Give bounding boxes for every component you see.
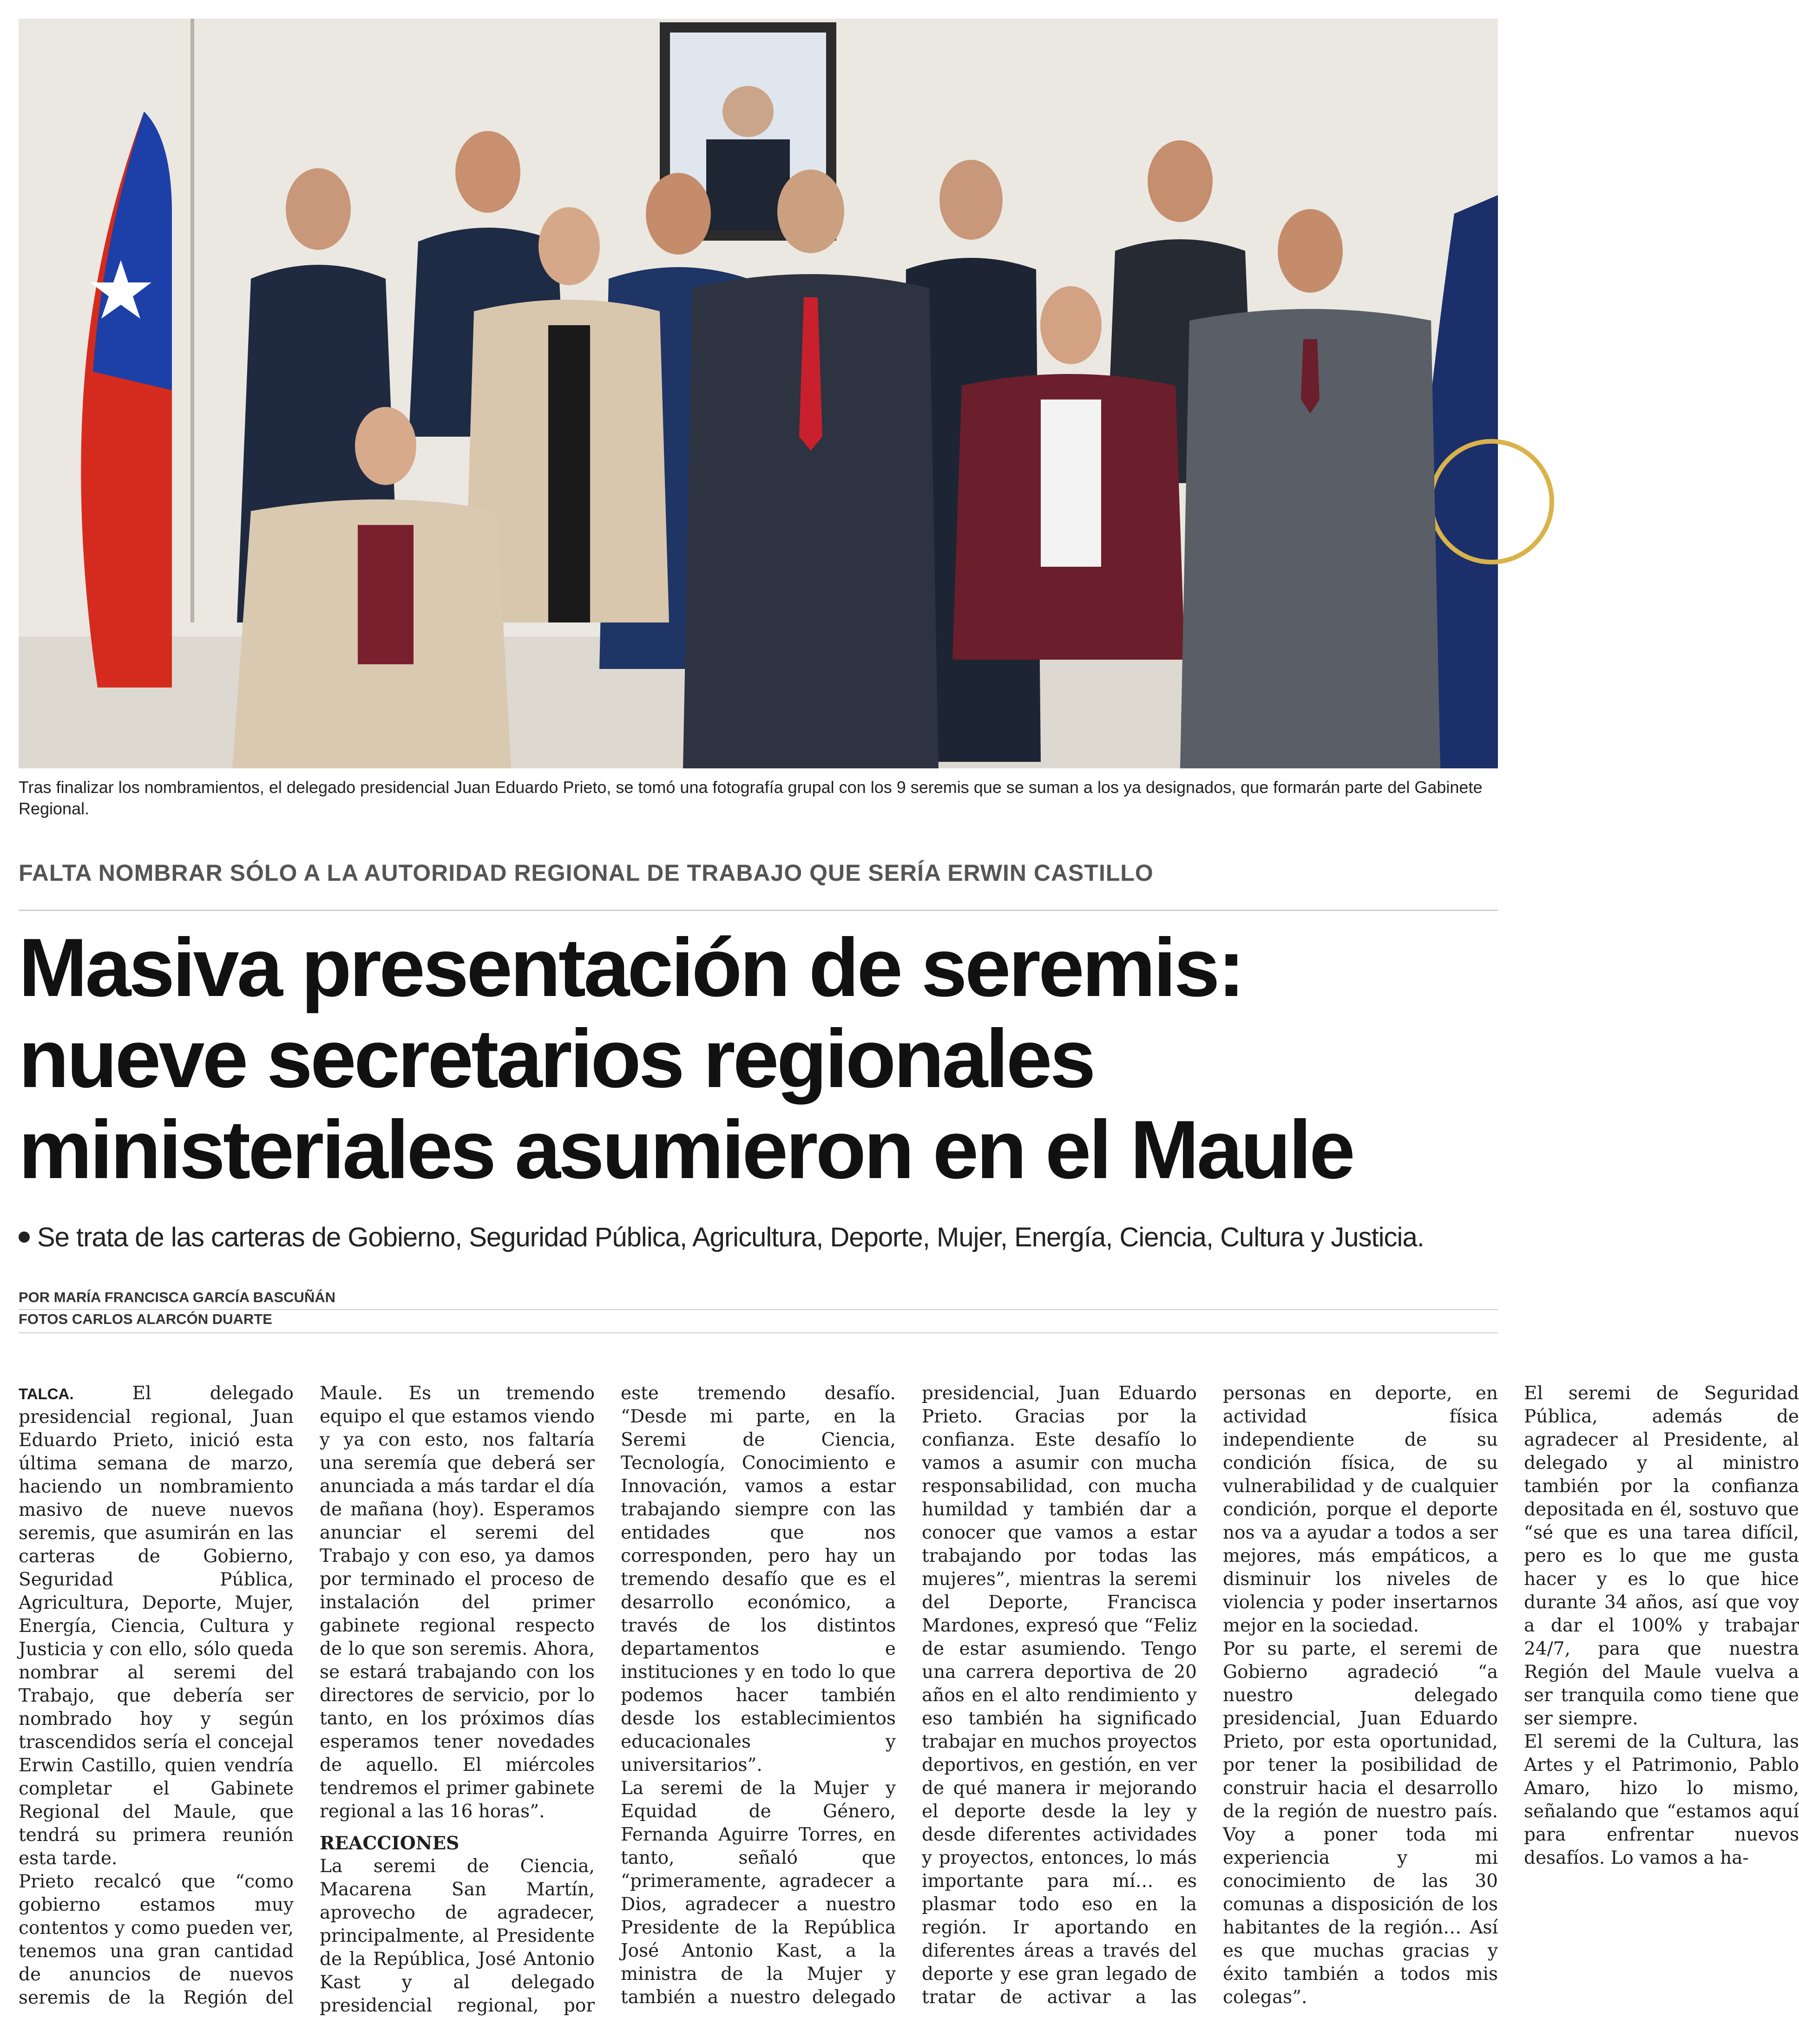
byline-photos: FOTOS CARLOS ALARCÓN DUARTE	[19, 1311, 272, 1327]
summary-text: Se trata de las carteras de Gobierno, Seguridad Pública, Agricultura, Deporte, Mujer, Energía, Ciencia, Cultura y Justicia.	[37, 1222, 1424, 1252]
divider	[19, 1309, 1498, 1310]
paragraph	[19, 1382, 294, 1870]
headline	[19, 922, 1498, 1195]
group-photo	[19, 19, 1498, 768]
headline-line: Masiva presentación de seremis:	[19, 921, 1243, 1014]
subheading: REACCIONES	[320, 1833, 460, 1854]
paragraph: La seremi de la Mujer y Equidad de Género, Fernanda Aguirre Torres, en tanto, señaló que “primeramente, agradecer a Dios, agradecer a nuestro Presidente de la República José Antonio Kast, a la ministra de la Mujer y también a nuestro delegado presidencial, Juan Eduardo Prieto. Gracias por la confianza. Este desafío lo vamos a asumir con mucha responsabilidad, con mucha humildad y también dar a conocer que vamos a estar trabajando por todas las mujeres”, mientras la seremi del Deporte, Francisca Mardones, expresó que “Feliz de estar asumiendo. Tengo una carrera deportiva de 20 años en el alto rendimiento y eso también ha significado trabajar en muchos proyectos deportivos, en gestión, en ver de qué manera ir mejorando el deporte desde la ley y desde diferentes actividades y proyectos, entonces, lo más importante para mí… es plasmar todo eso en la región. Ir aportando en diferentes áreas a través del deporte y ese gran legado de tratar de activar a las personas en deporte, en actividad física independiente de su condición física, de su vulnerabilidad y de cualquier condición, porque el deporte nos va a ayudar a todos a ser mejores, más empáticos, a disminuir los niveles de violencia y poder insertarnos mejor en la sociedad.	[621, 1383, 1498, 2008]
paragraph: La seremi de Ciencia, Macarena San Martín, aprovecho de agradecer, principalmente, al Presidente de la República, José Antonio Kast y al delegado presidencial regional, por este tremendo desafío. “Desde mi parte, en la Seremi de Ciencia, Tecnología, Conocimiento e Innovación, vamos a estar trabajando siempre con las entidades que nos corresponden, pero hay un tremendo desafío que es el desarrollo económico, a través de los distintos departamentos e instituciones y en todo lo que podemos hacer también desde los establecimientos educacionales y universitarios”.	[320, 1383, 896, 2016]
paragraph: El seremi de Seguridad Pública, además de agradecer al Presidente, al delegado y al ministro también por la confianza depositada en él, sostuvo que “sé que es una tarea difícil, pero es lo que me gusta hacer y es lo que hice durante 34 años, así que voy a dar el 100% y trabajar 24/7, para que nuestra Región del Maule vuelva a ser tranquila como tiene que ser siempre.	[1524, 1383, 1799, 1729]
paragraph-text: El delegado presidencial regional, Juan Eduardo Prieto, inició esta última semana de marzo, haciendo un nombramiento masivo de nueve nuevos seremis, que asumirán en las carteras de Gobierno, Seguridad Pública, Agricultura, Deporte, Mujer, Energía, Ciencia, Cultura y Justicia y con ello, sólo queda nombrar al seremi del Trabajo, que debería ser nombrado hoy y según trascendidos sería el concejal Erwin Castillo, quien vendría completar el Gabinete Regional del Maule, que tendrá su primera reunión esta tarde.	[19, 1383, 294, 1869]
divider	[19, 910, 1498, 911]
bullet-icon	[19, 1232, 30, 1243]
byline-author: POR MARÍA FRANCISCA GARCÍA BASCUÑÁN	[19, 1289, 335, 1305]
paragraph: Por su parte, el seremi de Gobierno agradeció “a nuestro delegado presidencial, Juan Eduardo Prieto, por esta oportunidad, por tener la posibilidad de construir hacia el desarrollo de la región de nuestro país. Voy a poner toda mi experiencia y mi conocimiento de las 30 comunas a disposición de los habitantes de la región… Así es que muchas gracias y éxito también a todos mis colegas”.	[1223, 1638, 1498, 2008]
summary	[19, 1222, 1498, 1253]
kicker: FALTA NOMBRAR SÓLO A LA AUTORIDAD REGIONAL DE TRABAJO QUE SERÍA ERWIN CASTILLO	[19, 860, 1154, 886]
paragraph: El seremi de la Cultura, las Artes y el Patrimonio, Pablo Amaro, hizo lo mismo, señalando que “estamos aquí para enfrentar nuevos desafíos. Lo vamos a ha-	[1524, 1731, 1799, 1868]
group-photo-icon	[19, 19, 1498, 768]
divider	[19, 1332, 1498, 1333]
paragraph: Prieto recalcó que “como gobierno estamos muy contentos y como pueden ver, tenemos una gran cantidad de anuncios de nuevos seremis de la Región del Maule. Es un tremendo equipo el que estamos viendo y ya con esto, nos faltaría una seremía que deberá ser anunciada a más tardar el día de mañana (hoy). Esperamos anunciar el seremi del Trabajo y con eso, ya damos por terminado el proceso de instalación del primer gabinete regional respecto de lo que son seremis. Ahora, se estará trabajando con los directores de servicio, por lo tanto, en los próximos días esperamos tener novedades de aquello. El miércoles tendremos el primer gabinete regional a las 16 horas”.	[19, 1383, 595, 2008]
article-body	[19, 1382, 1799, 2028]
dateline: TALCA.	[19, 1385, 74, 1402]
headline-line: ministeriales asumieron en el Maule	[19, 1103, 1353, 1196]
headline-line: nueve secretarios regionales	[19, 1012, 1094, 1105]
photo-caption: Tras finalizar los nombramientos, el delegado presidencial Juan Eduardo Prieto, se tomó una fotografía grupal con los 9 seremis que se suman a los ya designados, que formarán parte del Gabinete Regional.	[19, 778, 1483, 818]
